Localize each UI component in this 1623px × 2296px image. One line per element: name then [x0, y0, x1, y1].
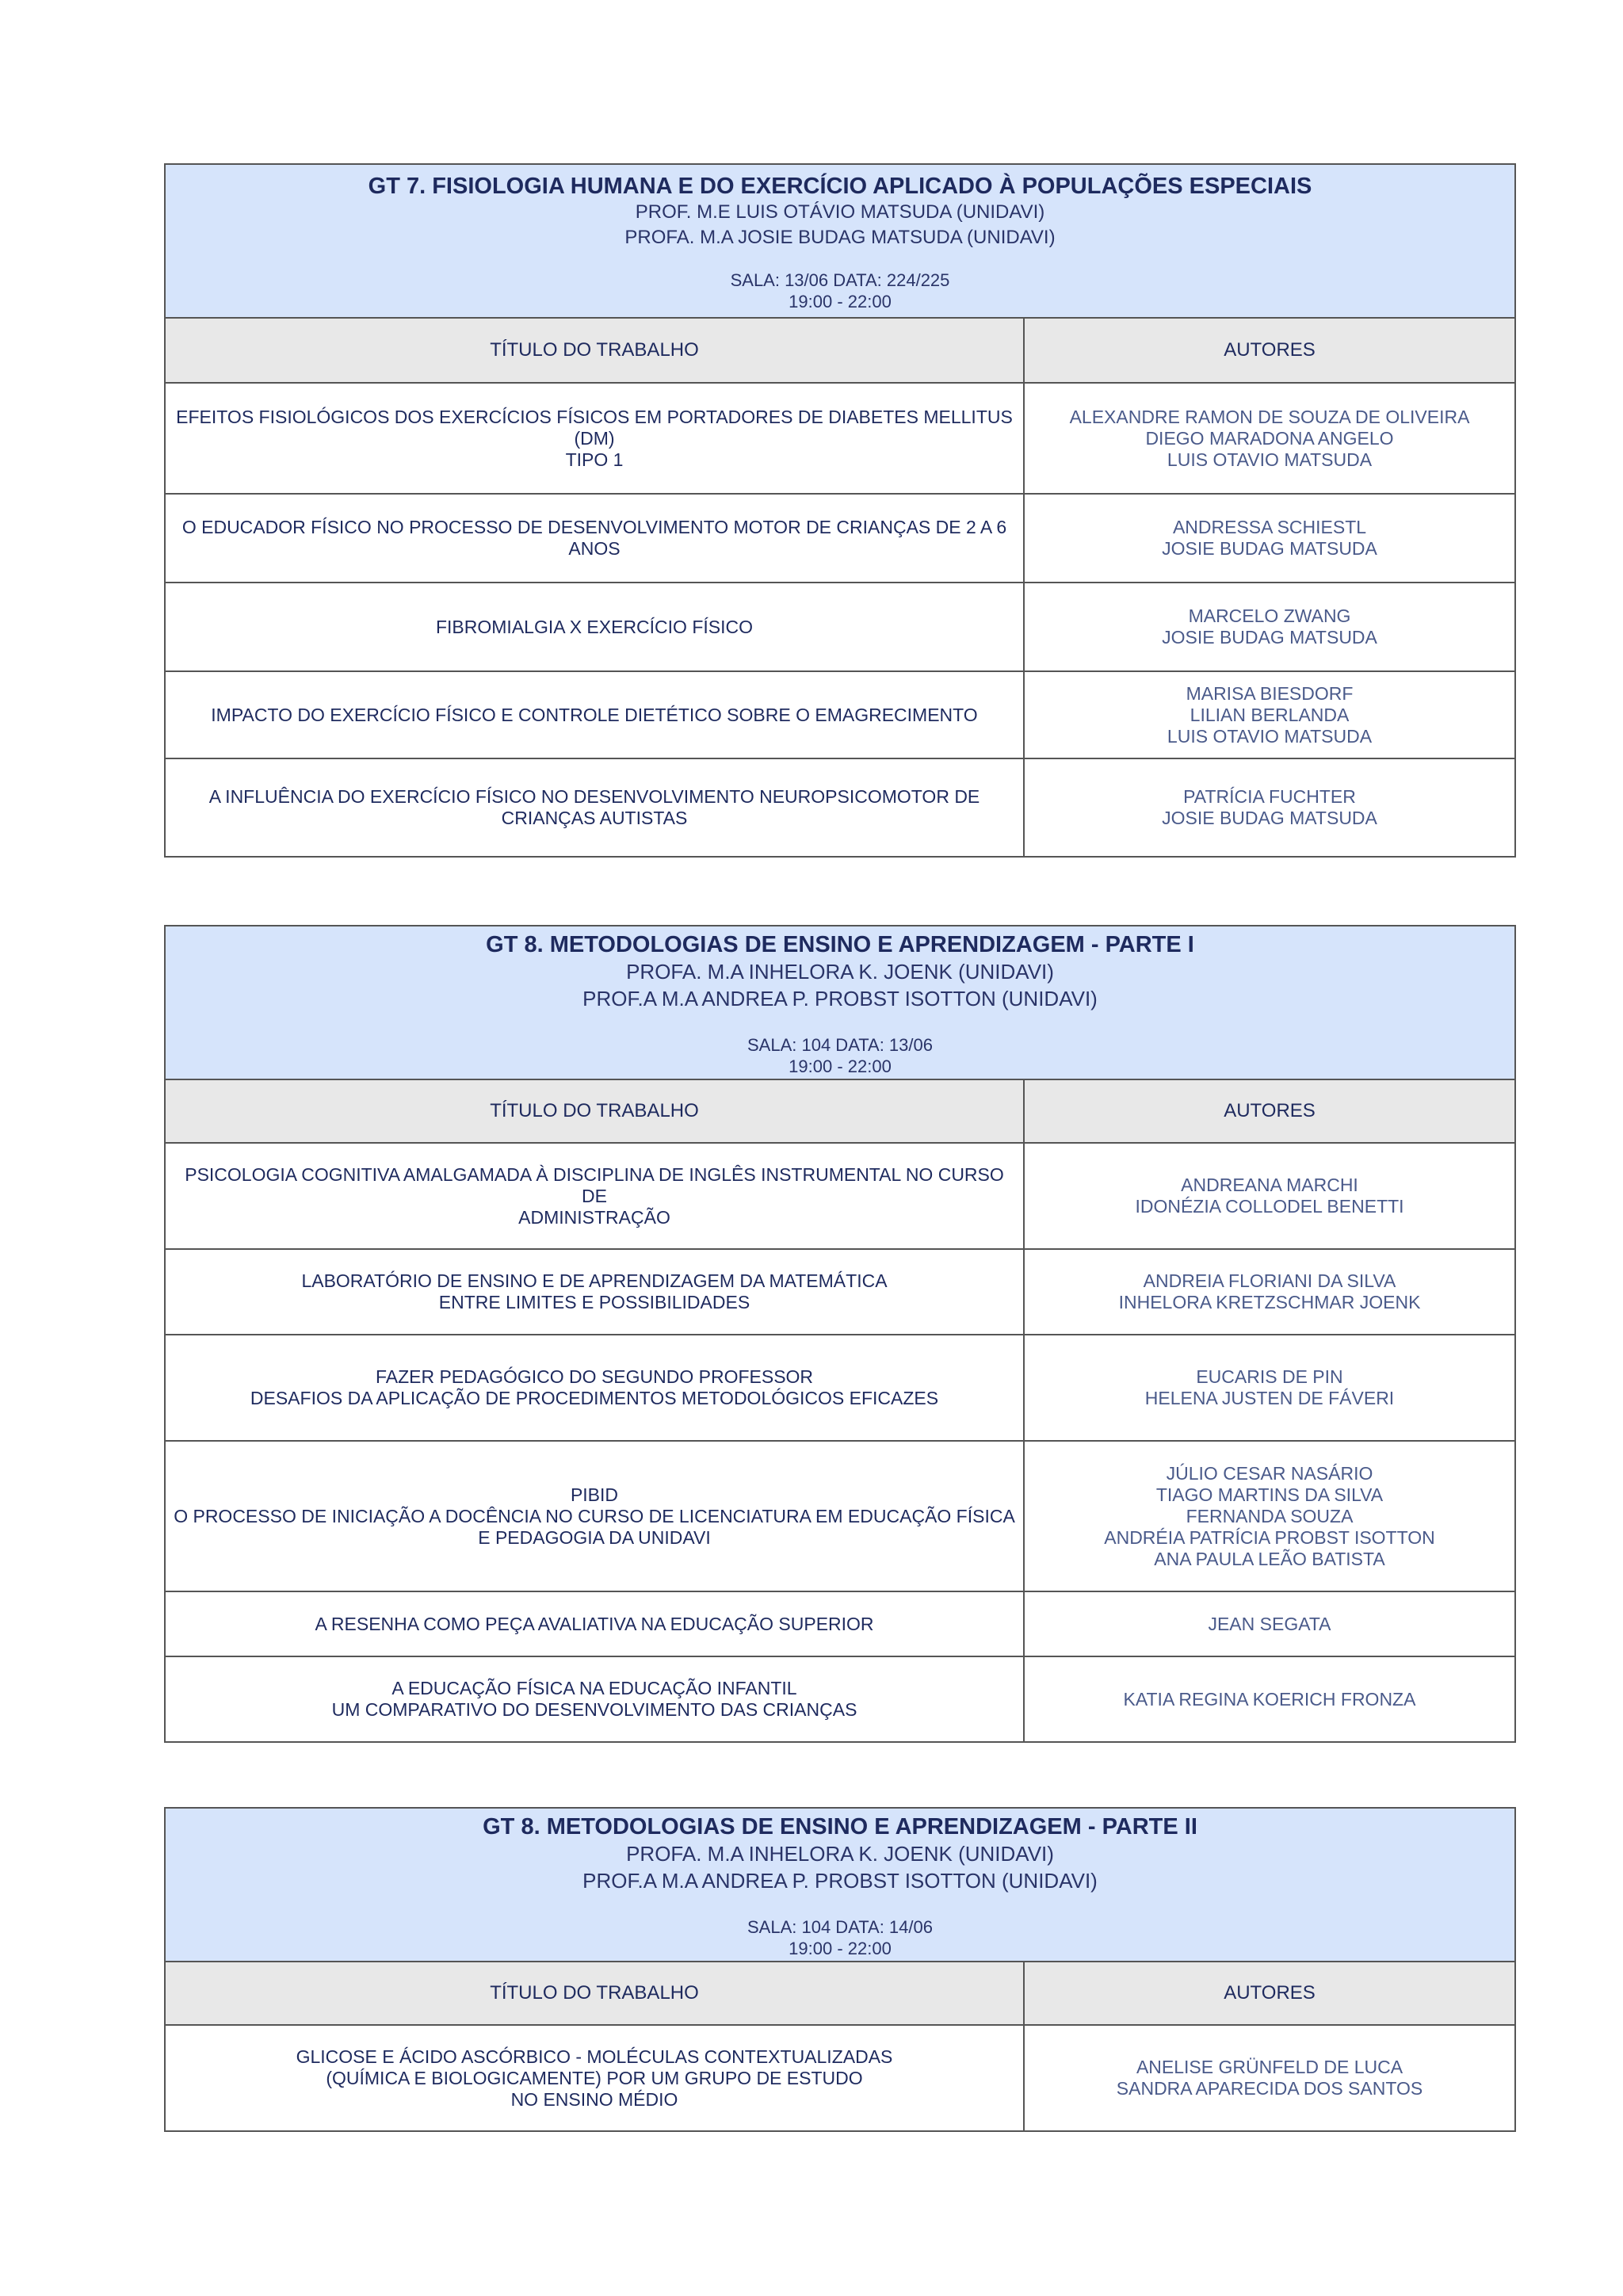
work-authors: ANDRESSA SCHIESTL JOSIE BUDAG MATSUDA	[1024, 494, 1515, 583]
table-row	[165, 758, 1515, 857]
table-row	[165, 671, 1515, 758]
professor-line: PROFA. M.A JOSIE BUDAG MATSUDA (UNIDAVI)	[624, 227, 1056, 248]
table-row	[165, 1335, 1515, 1441]
work-authors: JÚLIO CESAR NASÁRIO TIAGO MARTINS DA SILVA FERNANDA SOUZA ANDRÉIA PATRÍCIA PROBST ISOTTON ANA PAULA LEÃO BATISTA	[1024, 1441, 1515, 1591]
room-date: SALA: 13/06 DATA: 224/225	[730, 270, 950, 290]
table-row	[165, 383, 1515, 494]
table-row	[165, 1143, 1515, 1249]
work-title: A INFLUÊNCIA DO EXERCÍCIO FÍSICO NO DESENVOLVIMENTO NEUROPSICOMOTOR DE CRIANÇAS AUTISTAS	[165, 758, 1024, 857]
work-title: PSICOLOGIA COGNITIVA AMALGAMADA À DISCIPLINA DE INGLÊS INSTRUMENTAL NO CURSO DE ADMINISTRAÇÃO	[165, 1143, 1024, 1249]
room-date: SALA: 104 DATA: 13/06	[747, 1035, 933, 1055]
section-header	[165, 164, 1515, 318]
work-authors: PATRÍCIA FUCHTER JOSIE BUDAG MATSUDA	[1024, 758, 1515, 857]
work-title: LABORATÓRIO DE ENSINO E DE APRENDIZAGEM DA MATEMÁTICA ENTRE LIMITES E POSSIBILIDADES	[165, 1249, 1024, 1335]
section-header	[165, 926, 1515, 1079]
work-authors: ANDREANA MARCHI IDONÉZIA COLLODEL BENETTI	[1024, 1143, 1515, 1249]
work-title: EFEITOS FISIOLÓGICOS DOS EXERCÍCIOS FÍSICOS EM PORTADORES DE DIABETES MELLITUS (DM) TIPO 1	[165, 383, 1024, 494]
work-title: GLICOSE E ÁCIDO ASCÓRBICO - MOLÉCULAS CONTEXTUALIZADAS (QUÍMICA E BIOLOGICAMENTE) POR UM GRUPO DE ESTUDO NO ENSINO MÉDIO	[165, 2025, 1024, 2131]
work-authors: JEAN SEGATA	[1024, 1591, 1515, 1656]
time-range: 19:00 - 22:00	[789, 1056, 892, 1076]
work-title: A EDUCAÇÃO FÍSICA NA EDUCAÇÃO INFANTIL UM COMPARATIVO DO DESENVOLVIMENTO DAS CRIANÇAS	[165, 1656, 1024, 1742]
work-authors: ANELISE GRÜNFELD DE LUCA SANDRA APARECIDA DOS SANTOS	[1024, 2025, 1515, 2131]
professor-line: PROFA. M.A INHELORA K. JOENK (UNIDAVI)	[626, 1842, 1054, 1866]
time-range: 19:00 - 22:00	[789, 292, 892, 311]
column-header-title: TÍTULO DO TRABALHO	[165, 1962, 1024, 2025]
column-header-authors: AUTORES	[1024, 1962, 1515, 2025]
work-title: A RESENHA COMO PEÇA AVALIATIVA NA EDUCAÇÃO SUPERIOR	[165, 1591, 1024, 1656]
professor-line: PROF.A M.A ANDREA P. PROBST ISOTTON (UNIDAVI)	[582, 1869, 1098, 1893]
work-title: FIBROMIALGIA X EXERCÍCIO FÍSICO	[165, 583, 1024, 671]
work-title: O EDUCADOR FÍSICO NO PROCESSO DE DESENVOLVIMENTO MOTOR DE CRIANÇAS DE 2 A 6 ANOS	[165, 494, 1024, 583]
work-authors: ALEXANDRE RAMON DE SOUZA DE OLIVEIRA DIEGO MARADONA ANGELO LUIS OTAVIO MATSUDA	[1024, 383, 1515, 494]
column-header-title: TÍTULO DO TRABALHO	[165, 1079, 1024, 1143]
column-header-authors: AUTORES	[1024, 1079, 1515, 1143]
professor-line: PROF.A M.A ANDREA P. PROBST ISOTTON (UNIDAVI)	[582, 987, 1098, 1010]
work-title: FAZER PEDAGÓGICO DO SEGUNDO PROFESSOR DESAFIOS DA APLICAÇÃO DE PROCEDIMENTOS METODOLÓGICOS EFICAZES	[165, 1335, 1024, 1441]
work-authors: EUCARIS DE PIN HELENA JUSTEN DE FÁVERI	[1024, 1335, 1515, 1441]
professor-line: PROF. M.E LUIS OTÁVIO MATSUDA (UNIDAVI)	[635, 201, 1045, 223]
section-title: GT 8. METODOLOGIAS DE ENSINO E APRENDIZAGEM - PARTE I	[486, 932, 1194, 957]
table-row	[165, 1441, 1515, 1591]
work-authors: MARISA BIESDORF LILIAN BERLANDA LUIS OTAVIO MATSUDA	[1024, 671, 1515, 758]
time-range: 19:00 - 22:00	[789, 1939, 892, 1958]
column-header-authors: AUTORES	[1024, 318, 1515, 383]
section-gt8-part2-table	[164, 1807, 1516, 2132]
section-header	[165, 1808, 1515, 1962]
table-row	[165, 583, 1515, 671]
table-row	[165, 494, 1515, 583]
table-row	[165, 1656, 1515, 1742]
column-header-title: TÍTULO DO TRABALHO	[165, 318, 1024, 383]
work-title: IMPACTO DO EXERCÍCIO FÍSICO E CONTROLE DIETÉTICO SOBRE O EMAGRECIMENTO	[165, 671, 1024, 758]
section-gt7-table	[164, 163, 1516, 858]
work-authors: MARCELO ZWANG JOSIE BUDAG MATSUDA	[1024, 583, 1515, 671]
professor-line: PROFA. M.A INHELORA K. JOENK (UNIDAVI)	[626, 960, 1054, 984]
table-row	[165, 1249, 1515, 1335]
section-gt8-part1-table	[164, 925, 1516, 1743]
work-authors: KATIA REGINA KOERICH FRONZA	[1024, 1656, 1515, 1742]
section-title: GT 7. FISIOLOGIA HUMANA E DO EXERCÍCIO APLICADO À POPULAÇÕES ESPECIAIS	[368, 174, 1312, 199]
room-date: SALA: 104 DATA: 14/06	[747, 1917, 933, 1937]
work-authors: ANDREIA FLORIANI DA SILVA INHELORA KRETZSCHMAR JOENK	[1024, 1249, 1515, 1335]
section-title: GT 8. METODOLOGIAS DE ENSINO E APRENDIZAGEM - PARTE II	[483, 1814, 1197, 1839]
work-title: PIBID O PROCESSO DE INICIAÇÃO A DOCÊNCIA NO CURSO DE LICENCIATURA EM EDUCAÇÃO FÍSICA E PEDAGOGIA DA UNIDAVI	[165, 1441, 1024, 1591]
table-row	[165, 2025, 1515, 2131]
table-row	[165, 1591, 1515, 1656]
